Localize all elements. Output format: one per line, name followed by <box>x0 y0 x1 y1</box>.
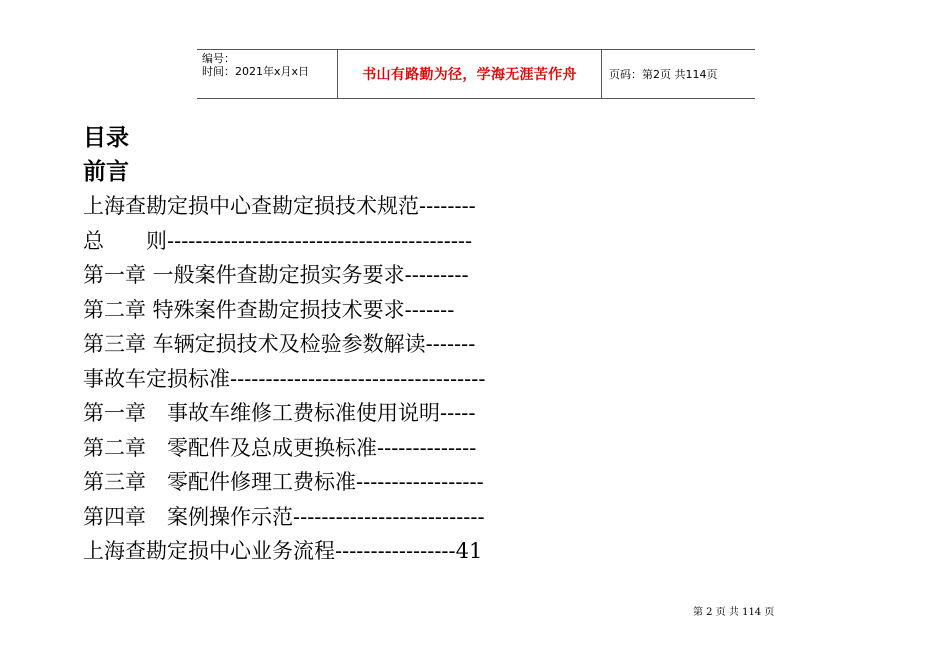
toc-entry[interactable]: 事故车定损标准------------------------------------ <box>83 366 486 391</box>
toc-title: 目录 <box>83 125 129 151</box>
number-label: 编号： <box>202 52 235 65</box>
page-footer: 第 2 页 共 114 页 <box>693 607 775 618</box>
toc-entry[interactable]: 第一章 一般案件查勘定损实务要求--------- <box>83 263 469 287</box>
toc-entry[interactable]: 上海查勘定损中心业务流程-----------------41 <box>83 539 483 563</box>
header-meta-cell <box>197 50 338 98</box>
preface-heading: 前言 <box>83 159 129 185</box>
time-label: 时间：2021年x月x日 <box>202 65 310 78</box>
motto-text: 书山有路勤为径，学海无涯苦作舟 <box>362 67 577 83</box>
header-motto-cell <box>338 50 602 98</box>
toc-entry[interactable]: 第一章 事故车维修工费标准使用说明----- <box>83 401 476 425</box>
toc-entry[interactable]: 上海查勘定损中心查勘定损技术规范-------- <box>83 194 476 218</box>
table-of-contents <box>83 121 563 569</box>
toc-entry[interactable]: 第三章 车辆定损技术及检验参数解读------- <box>83 332 476 356</box>
toc-entry[interactable]: 第三章 零配件修理工费标准------------------ <box>83 470 484 494</box>
document-header <box>197 49 755 99</box>
header-page-cell <box>602 50 755 98</box>
toc-entry[interactable]: 第二章 特殊案件查勘定损技术要求------- <box>83 297 455 322</box>
toc-entry[interactable]: 总 则------------------------------------------- <box>83 228 473 253</box>
page-label: 页码：第2页 共114页 <box>609 68 718 81</box>
toc-entry[interactable]: 第二章 零配件及总成更换标准-------------- <box>83 435 477 460</box>
toc-entry[interactable]: 第四章 案例操作示范--------------------------- <box>83 504 485 529</box>
